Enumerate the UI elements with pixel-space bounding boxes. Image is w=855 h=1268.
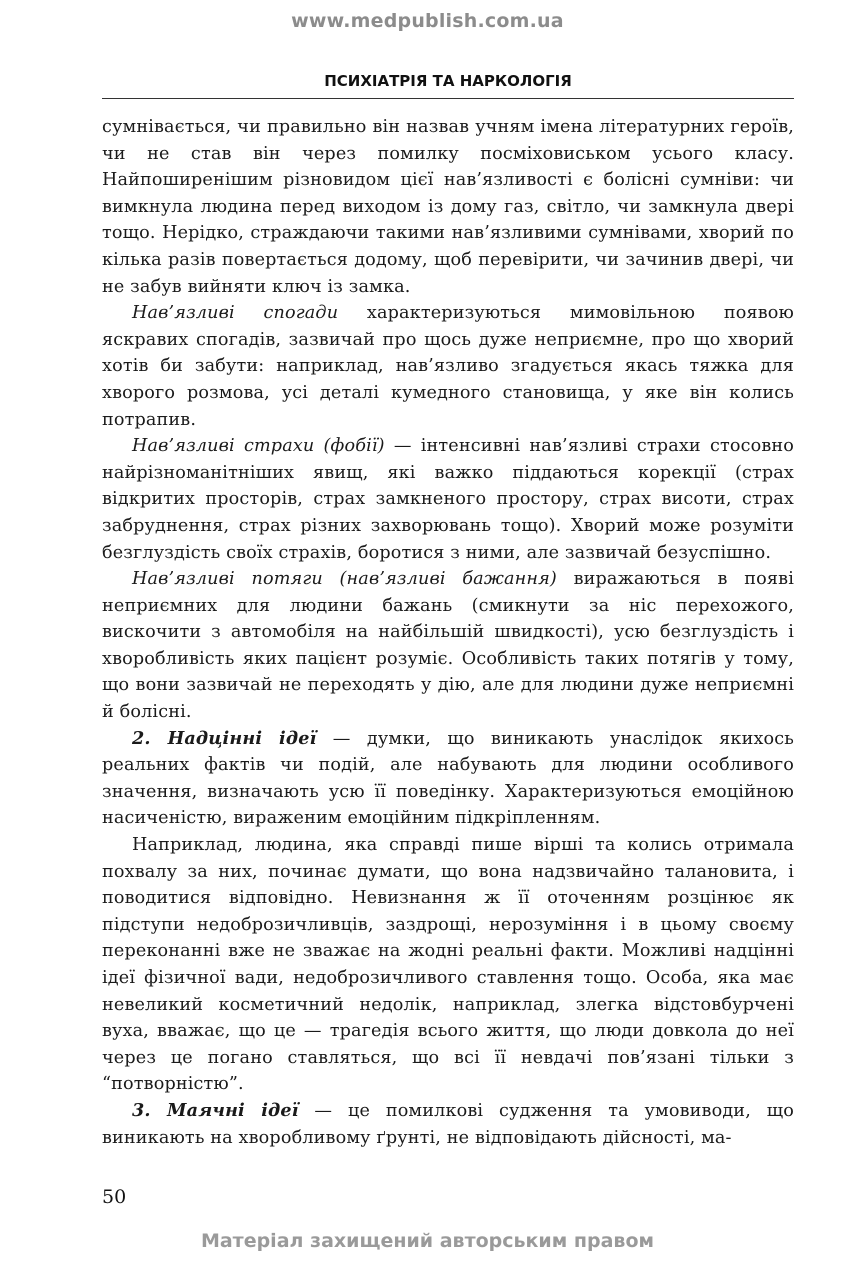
section-number: 3. xyxy=(132,1099,151,1121)
term-intrusive-memories: Нав’язливі спогади xyxy=(132,303,339,324)
paragraph-2 xyxy=(102,300,794,433)
paragraph-5 xyxy=(102,726,794,832)
page-number: 50 xyxy=(102,1186,127,1208)
paragraph-text: — думки, що виникають унаслідок якихось реальних фактів чи подій, але набувають для людини особливого значення, визначають усю її поведінку. Характеризуються емоційною насиченістю, вираженим емоційним підкріпленням. xyxy=(102,728,794,829)
paragraph-1 xyxy=(102,114,794,300)
paragraph-text: — це помилкові судження та умовиводи, що виникають на хворобливому ґрунті, не відповідають дійсності, ма- xyxy=(102,1100,794,1148)
publisher-url: www.medpublish.com.ua xyxy=(291,10,564,32)
paragraph-text: характеризуються мимовільною появою яскравих спогадів, зазвичай про щось дуже неприємне, про що хворий хотів би забути: наприклад, нав’язливо згадується якась тяжка для хворого розмова, усі деталі кумедного становища, у яке він колись потрапив. xyxy=(102,303,794,430)
paragraph-text: Наприклад, людина, яка справді пише вірші та колись отримала похвалу за них, починає думати, що вона надзвичайно талановита, і поводитися відповідно. Невизнання ж її оточенням розцінює як підступи недоброзичливців, заздрощі, нерозуміння і в цьому своєму переконанні вже не зважає на жодні реальні факти. Можливі надцінні ідеї фізичної вади, недоброзичливого ставлення тощо. Особа, яка має невеликий косметичний недолік, наприклад, злегка відстовбурчені вуха, вважає, що це — трагедія всього життя, що люди довкола до неї через це погано ставляться, що всі її невдачі пов’язані тільки з “потворністю”. xyxy=(102,835,794,1095)
term-delusional-ideas: Маячні ідеї xyxy=(167,1099,299,1121)
paragraph-text: виражаються в появі неприємних для людини бажань (смикнути за ніс перехожого, вискочити з автомобіля на найбільшій швидкості), усю безглуздість і хворобливість яких пацієнт розуміє. Особливість таких потягів у тому, що вони зазвичай не переходять у дію, але для людини дуже неприємні й болісні. xyxy=(102,569,794,723)
page-body xyxy=(102,114,794,1151)
term-intrusive-fears: Нав’язливі страхи (фобії) xyxy=(132,436,385,457)
paragraph-4 xyxy=(102,566,794,726)
term-overvalued-ideas: Надцінні ідеї xyxy=(167,727,317,749)
paragraph-text: сумнівається, чи правильно він назвав учням імена літературних героїв, чи не став він через помилку посміховиськом усього класу. Найпоширенішим різновидом цієї нав’язливості є болісні сумніви: чи вимкнула людина перед виходом із дому газ, світло, чи замкнула двері тощо. Нерідко, страждаючи такими нав’язливими сумнівами, хворий по кілька разів повертається додому, щоб перевірити, чи зачинив двері, чи не забув вийняти ключ із замка. xyxy=(102,117,794,297)
running-header: ПСИХІАТРІЯ ТА НАРКОЛОГІЯ xyxy=(324,72,572,90)
paragraph-6 xyxy=(102,832,794,1098)
section-number: 2. xyxy=(132,727,151,749)
paragraph-7 xyxy=(102,1098,794,1151)
copyright-notice: Матеріал захищений авторським правом xyxy=(200,1230,655,1252)
paragraph-text: — інтенсивні нав’язливі страхи стосовно найрізноманітніших явищ, які важко піддаються корекції (страх відкритих просторів, страх замкненого простору, страх висоти, страх забруднення, страх різних захворювань тощо). Хворий може розуміти безглуздість своїх страхів, боротися з ними, але зазвичай безуспішно. xyxy=(102,436,794,563)
term-intrusive-urges: Нав’язливі потяги (нав’язливі бажання) xyxy=(132,569,557,590)
paragraph-3 xyxy=(102,433,794,566)
header-rule xyxy=(102,98,794,99)
